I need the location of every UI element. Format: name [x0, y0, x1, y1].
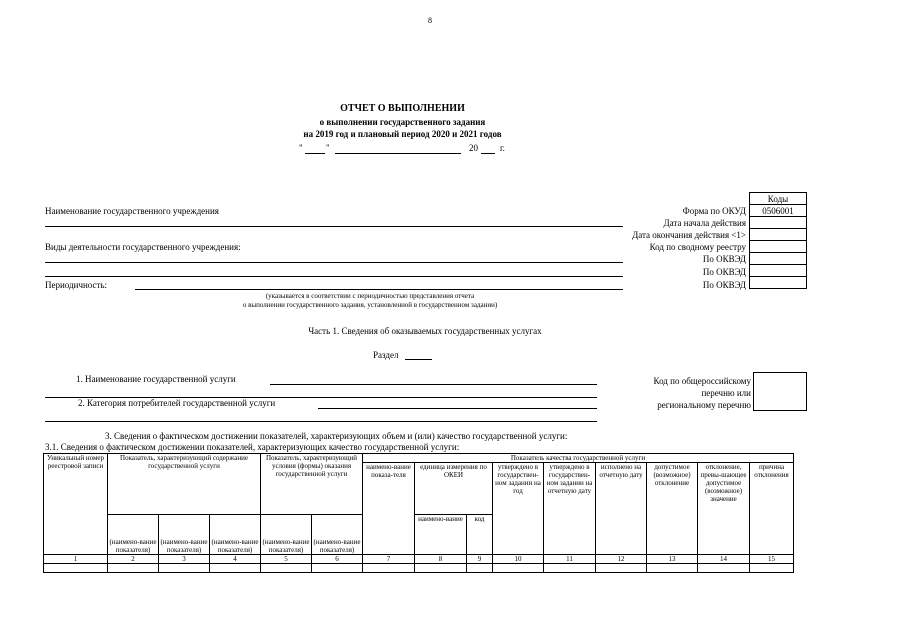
col-content-indicator: Показатель, характеризующий содержание государственной услуги	[108, 454, 261, 515]
registry-code-text-3: региональному перечню	[657, 400, 751, 410]
registry-code-text-2: перечню или	[701, 388, 751, 398]
date-open-quote: "	[299, 143, 303, 153]
registry-code-text-1: Код по общероссийскому	[653, 376, 751, 386]
end-date-cell[interactable]	[750, 229, 807, 241]
col-number: 11	[544, 555, 596, 564]
col-number: 10	[493, 555, 544, 564]
col-number: 6	[312, 555, 363, 564]
section-label: Раздел	[373, 350, 399, 360]
registry-code-box[interactable]	[753, 372, 807, 411]
col-number: 13	[647, 555, 698, 564]
page-number: 8	[428, 16, 432, 25]
col-conditions-indicator: Показатель, характеризующий условия (формы) оказания государственной услуги	[261, 454, 363, 515]
date-close-quote: "	[326, 143, 330, 153]
col-allowed-deviation: допустимое (возможное) отклонение	[647, 463, 698, 555]
col-number: 15	[750, 555, 794, 564]
date-suffix: г.	[500, 143, 505, 153]
col-indicator-name: наимено-вание показа-теля	[363, 463, 415, 555]
okved-cell-3[interactable]	[750, 277, 807, 289]
consumer-category-line[interactable]	[318, 408, 597, 409]
consumer-category-line-2[interactable]	[45, 421, 597, 422]
col-approved-date: утверждено в государствен-ном задании на отчетную дату	[544, 463, 596, 555]
activity-line-1[interactable]	[45, 262, 623, 263]
col-unit: единица измерения по ОКЕИ	[415, 463, 493, 515]
registry-code-cell[interactable]	[750, 241, 807, 253]
date-month-line[interactable]	[335, 153, 461, 154]
sub-indicator-name-6: (наимено-вание показателя)	[312, 515, 363, 555]
start-date-label: Дата начала действия	[663, 218, 746, 228]
okved-label-1: По ОКВЭД	[702, 254, 746, 264]
sub-indicator-name-2: (наимено-вание показателя)	[108, 515, 159, 555]
col-number: 14	[698, 555, 750, 564]
sub-indicator-name-4: (наимено-вание показателя)	[210, 515, 261, 555]
periodicity-line[interactable]	[135, 289, 623, 290]
service-name-line[interactable]	[270, 384, 597, 385]
indicators-heading: 3. Сведения о фактическом достижении показателей, характеризующих объем и (или) качество государственной услуги:	[105, 431, 568, 441]
part1-heading: Часть 1. Сведения об оказываемых государственных услугах	[308, 326, 542, 336]
okud-code-cell[interactable]: 0506001	[750, 205, 807, 217]
periodicity-label: Периодичность:	[45, 280, 108, 290]
periodicity-note-2: о выполнении государственного задания, установленной в государственном задании)	[242, 301, 498, 309]
okved-label-2: По ОКВЭД	[702, 267, 746, 277]
col-number: 12	[596, 555, 647, 564]
sub-indicator-name-3: (наимено-вание показателя)	[159, 515, 210, 555]
quality-indicators-heading: 3.1. Сведения о фактическом достижении показателей, характеризующих качество государственной услуги:	[45, 442, 460, 452]
institution-name-label: Наименование государственного учреждения	[45, 206, 219, 216]
col-done: исполнено на отчетную дату	[596, 463, 647, 555]
column-number-row	[44, 555, 794, 564]
section-number-line[interactable]	[405, 359, 432, 360]
okved-cell-2[interactable]	[750, 265, 807, 277]
activity-types-label: Виды деятельности государственного учреждения:	[45, 242, 241, 252]
col-approved-year: утверждено в государствен-ном задании на год	[493, 463, 544, 555]
okved-label-3: По ОКВЭД	[702, 280, 746, 290]
codes-table	[749, 192, 807, 289]
activity-line-2[interactable]	[45, 276, 623, 277]
consumer-category-label: 2. Категория потребителей государственной услуги	[78, 398, 276, 408]
institution-name-line[interactable]	[45, 226, 623, 227]
start-date-cell[interactable]	[750, 217, 807, 229]
col-registry-number: Уникальный номер реестровой записи	[44, 454, 108, 555]
report-subtitle: о выполнении государственного задания	[319, 117, 486, 127]
service-name-label: 1. Наименование государственной услуги	[76, 374, 236, 384]
col-number: 9	[467, 555, 493, 564]
periodicity-note-1: (указывается в соответствии с периодичностью представления отчета	[265, 292, 475, 300]
col-number: 7	[363, 555, 415, 564]
col-number: 2	[108, 555, 159, 564]
quality-indicators-table	[43, 453, 794, 573]
table-row[interactable]	[44, 564, 794, 573]
end-date-label: Дата окончания действия <1>	[632, 230, 746, 240]
okud-label: Форма по ОКУД	[682, 206, 746, 216]
col-exceeding-deviation: отклонение, превы-шающее допустимое (возможное) значение	[698, 463, 750, 555]
col-quality-indicator: Показатель качества государственной услуги	[363, 454, 794, 463]
date-century: 20	[469, 143, 478, 153]
codes-header: Коды	[750, 193, 807, 205]
col-deviation-reason: причина отклонения	[750, 463, 794, 555]
col-unit-name: наимено-вание	[415, 515, 467, 555]
date-day-line[interactable]	[305, 153, 325, 154]
report-period: на 2019 год и плановый период 2020 и 2021 годов	[303, 129, 502, 139]
col-number: 8	[415, 555, 467, 564]
okved-cell-1[interactable]	[750, 253, 807, 265]
col-number: 1	[44, 555, 108, 564]
col-number: 4	[210, 555, 261, 564]
date-year-line[interactable]	[481, 153, 495, 154]
col-number: 3	[159, 555, 210, 564]
sub-indicator-name-5: (наимено-вание показателя)	[261, 515, 312, 555]
col-number: 5	[261, 555, 312, 564]
report-title: ОТЧЕТ О ВЫПОЛНЕНИИ	[340, 103, 465, 114]
registry-code-label: Код по сводному реестру	[649, 242, 746, 252]
col-unit-code: код	[467, 515, 493, 555]
